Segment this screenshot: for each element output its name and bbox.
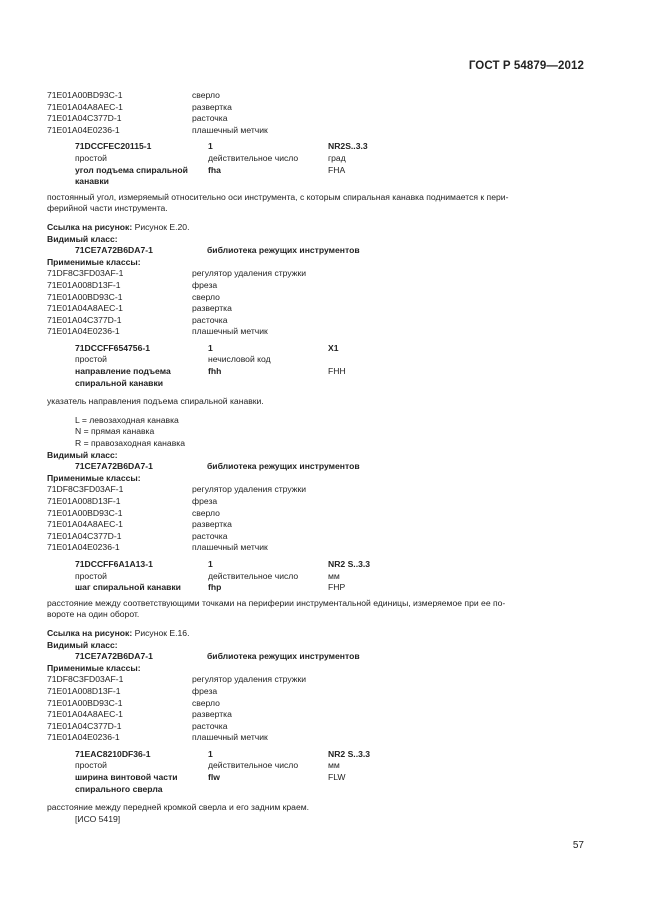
list-item: 71E01A008D13F-1 фреза <box>47 496 218 506</box>
list-item: 71E01A04A8AEC-1 развертка <box>47 303 232 314</box>
visible-class: 71CE7A72B6DA7-1 библиотека режущих инструментов <box>75 461 360 472</box>
entry-fhp: 71DCCFF6A1A13-1 1 NR2 S..3.3 простой действительное число мм шаг спиральной канавки fhp FHP <box>75 558 371 593</box>
list-item: 71E01A04C377D-1 расточка <box>47 314 228 325</box>
intro-class-list <box>47 90 587 136</box>
list-item: 71DF8C3FD03AF-1 регулятор удаления стружки <box>47 268 307 279</box>
entry-fha: 71DCCFEC20115-1 1 NR2S..3.3 простой действительное число град угол подъема спиральной канавки fha FHA <box>75 141 368 187</box>
list-item: 71E01A04A8AEC-1 развертка <box>47 519 232 530</box>
source-reference: [ИСО 5419] <box>75 813 121 824</box>
list-item: L = левозаходная канавка <box>75 414 179 425</box>
list-item: 71E01A04E0236-1 плашечный метчик <box>47 326 268 337</box>
list-item: 71E01A04A8AEC-1 развертка <box>47 709 232 720</box>
standard-header: ГОСТ Р 54879—2012 <box>468 60 584 72</box>
list-item: 71E01A008D13F-1 фреза <box>47 685 218 696</box>
list-item: 71E01A00BD93C-1 сверло <box>47 90 220 100</box>
list-item: 71E01A00BD93C-1 сверло <box>47 507 220 518</box>
list-item: 71E01A00BD93C-1 сверло <box>47 697 220 708</box>
list-item: 71E01A04E0236-1 плашечный метчик <box>47 732 268 743</box>
list-item: 71E01A00BD93C-1 сверло <box>47 291 220 302</box>
figure-ref: Ссылка на рисунок: Рисунок Е.16. <box>47 627 190 638</box>
value-list <box>47 415 587 450</box>
page-number: 57 <box>572 840 584 851</box>
visible-class: 71CE7A72B6DA7-1 библиотека режущих инструментов <box>75 651 360 662</box>
applicable-class-list <box>47 484 587 554</box>
applicable-class-list <box>47 674 587 744</box>
applicable-class-list <box>47 268 587 338</box>
list-item: R = правозаходная канавка <box>75 438 186 449</box>
list-item: 71E01A04C377D-1 расточка <box>47 720 228 731</box>
figure-ref: Ссылка на рисунок: Рисунок Е.20. <box>47 221 190 232</box>
list-item: 71DF8C3FD03AF-1 регулятор удаления стружки <box>47 484 307 495</box>
list-item: N = прямая канавка <box>75 426 155 437</box>
definition: указатель направления подъема спиральной канавки. <box>47 396 264 407</box>
list-item: 71E01A04E0236-1 плашечный метчик <box>47 124 268 135</box>
list-item: 71E01A04A8AEC-1 развертка <box>47 101 232 112</box>
entry-flw: 71EAC8210DF36-1 1 NR2 S..3.3 простой действительное число мм ширина винтовой части flw FLW спирального сверла <box>75 748 371 794</box>
list-item: 71E01A04C377D-1 расточка <box>47 530 228 541</box>
list-item: 71DF8C3FD03AF-1 регулятор удаления стружки <box>47 674 307 685</box>
list-item: 71E01A04C377D-1 расточка <box>47 113 228 124</box>
list-item: 71E01A04E0236-1 плашечный метчик <box>47 542 268 553</box>
list-item: 71E01A008D13F-1 фреза <box>47 279 218 290</box>
definition: расстояние между передней кромкой сверла и его задним краем. [ИСО 5419] <box>47 802 587 825</box>
definition: расстояние между соответствующими точками на периферии инструментальной единицы, измеряемое при ее по- вороте на один оборот. <box>47 597 506 620</box>
entry-fhh: 71DCCFF654756-1 1 X1 простой нечисловой код направление подъема fhh FHH спиральной канавки <box>75 342 346 388</box>
definition: постоянный угол, измеряемый относительно оси инструмента, с которым спиральная канавка поднимается к пери- ферийной части инструмента. <box>47 191 509 214</box>
content: 71E01A00BD93C-1 сверло 71E01A04A8AEC-1 развертка 71E01A04C377D-1 расточка 71E01A04E0236-1 плашечный метчик 71DCCFEC20115-1 1 NR2S..3.3 простой действительное число град угол подъема спиральной канавки fha FHA постоянный угол, измеряемый относительно оси инструмента, с которым спиральная канавка поднимается к пери- ферийной части инструмента. Ссылка на рисунок: Рисунок Е.20. Видимый класс: 71CE7A72B6DA7-1 библиотека режущих инструментов Применимые классы: 71DF8C3FD03AF-1 регулятор удаления стружки 71E01A008D13F-1 фреза 71E01A00BD93C-1 сверло 71E01A04A8AEC-1 развертка 71E01A04C377D-1 расточка 71E01A04E0236-1 плашечный метчик 71DCCFF654756-1 1 X1 простой нечисловой код направление подъема fhh FHH спиральной канавки указатель направления подъема спиральной канавки. L = левозаходная канавка N = прямая канавка R = правозаходная канавка Видимый класс: 71CE7A72B6DA7-1 библиотека режущих инструментов Применимые классы: 71DF8C3FD03AF-1 регулятор удаления стружки 71E01A008D13F-1 фреза 71E01A00BD93C-1 сверло 71E01A04A8AEC-1 развертка 71E01A04C377D-1 расточка 71E01A04E0236-1 плашечный метчик 71DCCFF6A1A13-1 1 NR2 S..3.3 простой действительное число мм шаг спиральной канавки fhp FHP расстояние между соответствующими точками на периферии инструментальной единицы, измеряемое при ее по- вороте на один оборот. Ссылка на рисунок: Рисунок Е.16. Видимый класс: 71CE7A72B6DA7-1 библиотека режущих инструментов Применимые классы: 71DF8C3FD03AF-1 регулятор удаления стружки 71E01A008D13F-1 фреза 71E01A00BD93C-1 сверло 71E01A04A8AEC-1 развертка 71E01A04C377D-1 расточка 71E01A04E0236-1 плашечный метчик 71EAC8210DF36-1 1 NR2 S..3.3 простой действительное число мм ширина винтовой части flw FLW спирального сверла расстояние между передней кромкой сверла и его задним краем. [ИСО 5419] <box>47 90 587 826</box>
visible-class: 71CE7A72B6DA7-1 библиотека режущих инструментов <box>75 245 360 256</box>
